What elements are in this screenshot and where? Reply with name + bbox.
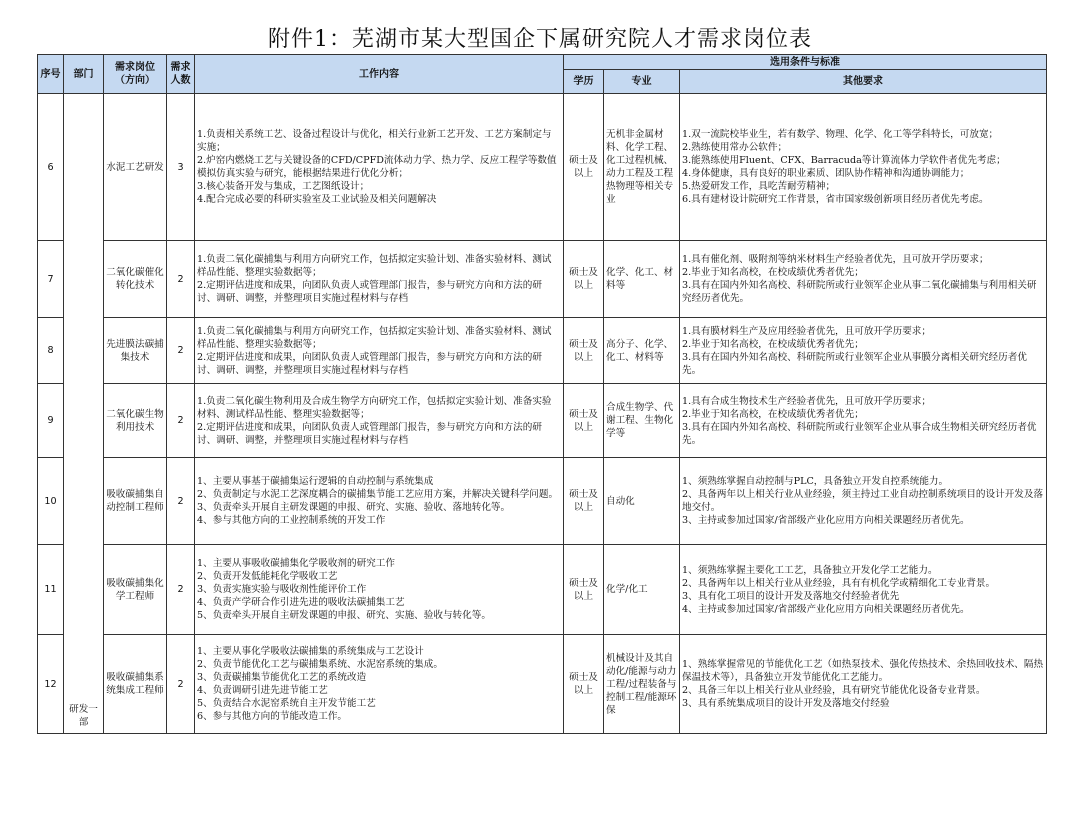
- other-line: 1.具有合成生物技术生产经验者优先，且可放开学历要求；: [682, 395, 931, 407]
- position-cell: 吸收碳捕集化学工程师: [104, 545, 167, 635]
- table-row: [38, 384, 1047, 458]
- major-cell: 高分子、化学、化工、材料等: [604, 318, 680, 384]
- other-line: 1、熟练掌握常见的节能优化工艺（如热泵技术、强化传热技术、余热回收技术、隔热保温技术等），具备独立开发节能优化工艺能力。: [682, 659, 1044, 683]
- work-line: 4、负责调研引进先进节能工艺: [197, 685, 328, 696]
- seq-cell: 8: [38, 318, 64, 384]
- count-cell: 2: [167, 318, 195, 384]
- header-criteria: 选用条件与标准: [564, 55, 1047, 70]
- education-cell: 硕士及以上: [564, 458, 604, 545]
- count-cell: 3: [167, 94, 195, 241]
- other-line: 6.具有建材设计院研究工作背景，省市国家级创新项目经历者优先考虑。: [682, 194, 989, 205]
- work-line: 1.负责二氧化碳捕集与利用方向研究工作，包括拟定实验计划、准备实验材料、测试样品性能、整理实验数据等；: [197, 325, 552, 350]
- other-cell: [680, 384, 1047, 458]
- seq-cell: 10: [38, 458, 64, 545]
- header-major: 专业: [604, 70, 680, 94]
- other-cell: [680, 94, 1047, 241]
- other-line: 1.具有催化剂、吸附剂等纳米材料生产经验者优先，且可放开学历要求；: [682, 254, 989, 265]
- other-line: 4、主持或参加过国家/省部级产业化应用方向相关课题经历者优先。: [682, 603, 970, 615]
- work-cell: [195, 94, 564, 241]
- other-cell: [680, 458, 1047, 545]
- position-cell: 吸收碳捕集系统集成工程师: [104, 635, 167, 734]
- education-cell: 硕士及以上: [564, 384, 604, 458]
- major-cell: 无机非金属材料、化学工程、化工过程机械、动力工程及工程热物理等相关专业: [604, 94, 680, 241]
- table-row: [38, 458, 1047, 545]
- work-line: 1.负责相关系统工艺、设备过程设计与优化，相关行业新工艺开发、工艺方案制定与实施；: [197, 129, 552, 153]
- header-count: 需求人数: [167, 55, 195, 94]
- seq-cell: 7: [38, 241, 64, 318]
- work-line: 3、负责实施实验与吸收剂性能评价工作: [197, 584, 367, 595]
- other-line: 3.具有在国内外知名高校、科研院所或行业领军企业从事二氧化碳捕集与利用相关研究经历者优先。: [682, 280, 1037, 304]
- work-line: 1、主要从事化学吸收法碳捕集的系统集成与工艺设计: [197, 646, 424, 657]
- work-line: 2、负责制定与水泥工艺深度耦合的碳捕集节能工艺应用方案，并解决关键科学问题。: [197, 489, 559, 500]
- job-requirements-table: [37, 54, 1047, 734]
- seq-cell: 12: [38, 635, 64, 734]
- work-cell: [195, 545, 564, 635]
- seq-cell: 6: [38, 94, 64, 241]
- page-title: 附件1：芜湖市某大型国企下属研究院人才需求岗位表: [268, 27, 812, 52]
- work-cell: [195, 635, 564, 734]
- position-cell: 吸收碳捕集自动控制工程师: [104, 458, 167, 545]
- work-cell: [195, 241, 564, 318]
- other-line: 2.毕业于知名高校，在校成绩优秀者优先；: [682, 338, 864, 350]
- header-seq: 序号: [38, 55, 64, 94]
- work-cell: [195, 458, 564, 545]
- work-line: 1、主要从事基于碳捕集运行逻辑的自动控制与系统集成: [197, 476, 434, 487]
- other-line: 3、具有系统集成项目的设计开发及落地交付经验: [682, 698, 890, 709]
- position-cell: 水泥工艺研发: [104, 94, 167, 241]
- count-cell: 2: [167, 635, 195, 734]
- other-line: 1.双一流院校毕业生，若有数学、物理、化学、化工等学科特长，可放宽；: [682, 129, 999, 140]
- education-cell: 硕士及以上: [564, 94, 604, 241]
- other-line: 2.毕业于知名高校，在校成绩优秀者优先；: [682, 408, 864, 420]
- work-line: 4、负责产学研合作引进先进的吸收法碳捕集工艺: [197, 597, 405, 608]
- position-cell: 先进膜法碳捕集技术: [104, 318, 167, 384]
- major-cell: 化学、化工、材料等: [604, 241, 680, 318]
- position-cell: 二氧化碳催化转化技术: [104, 241, 167, 318]
- position-cell: 二氧化碳生物利用技术: [104, 384, 167, 458]
- major-cell: 自动化: [604, 458, 680, 545]
- table-row: [38, 635, 1047, 734]
- count-cell: 2: [167, 458, 195, 545]
- other-line: 3.能熟练使用Fluent、CFX、Barracuda等计算流体力学软件者优先考虑；: [682, 155, 1006, 166]
- work-cell: [195, 318, 564, 384]
- header-position: 需求岗位（方向）: [104, 55, 167, 94]
- education-cell: 硕士及以上: [564, 241, 604, 318]
- work-line: 3、负责牵头开展自主研发课题的申报、研究、实施、验收、落地转化等。: [197, 502, 511, 513]
- header-work: 工作内容: [195, 55, 564, 94]
- table-row: [38, 241, 1047, 318]
- header-dept: 部门: [64, 55, 104, 94]
- other-cell: [680, 545, 1047, 635]
- other-line: 1、须熟练掌握主要化工工艺，具备独立开发化学工艺能力。: [682, 564, 938, 576]
- work-line: 3、负责碳捕集节能优化工艺的系统改造: [197, 672, 367, 683]
- other-line: 2、具备两年以上相关行业从业经验，须主持过工业自动控制系统项目的设计开发及落地交付。: [682, 489, 1044, 513]
- table-row: [38, 318, 1047, 384]
- work-line: 3.核心装备开发与集成，工艺图纸设计；: [197, 181, 370, 192]
- major-cell: 机械设计及其自动化/能源与动力工程/过程装备与控制工程/能源环保: [604, 635, 680, 734]
- work-line: 4、参与其他方向的工业控制系统的开发工作: [197, 515, 386, 526]
- table-row: [38, 94, 1047, 241]
- work-line: 1.负责二氧化碳生物利用及合成生物学方向研究工作，包括拟定实验计划、准备实验材料、测试样品性能、整理实验数据等；: [197, 395, 552, 420]
- education-cell: 硕士及以上: [564, 318, 604, 384]
- work-line: 1.负责二氧化碳捕集与利用方向研究工作，包括拟定实验计划、准备实验材料、测试样品性能、整理实验数据等；: [197, 254, 552, 278]
- table-row: [38, 545, 1047, 635]
- other-line: 3、主持或参加过国家/省部级产业化应用方向相关课题经历者优先。: [682, 515, 970, 526]
- work-line: 2.定期评估进度和成果，向团队负责人或管理部门报告，参与研究方向和方法的研讨、调研、调整，并整理项目实施过程材料与存档: [197, 351, 542, 376]
- seq-cell: 11: [38, 545, 64, 635]
- count-cell: 2: [167, 384, 195, 458]
- work-line: 5、负责牵头开展自主研发课题的申报、研究、实施、验收与转化等。: [197, 610, 491, 621]
- other-line: 3.具有在国内外知名高校、科研院所或行业领军企业从事膜分离相关研究经历者优先。: [682, 351, 1027, 376]
- count-cell: 2: [167, 545, 195, 635]
- major-cell: 合成生物学、代谢工程、生物化学等: [604, 384, 680, 458]
- work-line: 2.炉窑内燃烧工艺与关键设备的CFD/CPFD流体动力学、热力学、反应工程学等数值模拟仿真实验与研究，能根据结果进行优化分析；: [197, 155, 557, 179]
- other-line: 2.毕业于知名高校，在校成绩优秀者优先；: [682, 267, 864, 278]
- other-line: 2.熟练使用常办公软件；: [682, 142, 788, 153]
- work-line: 5、负责结合水泥窑系统自主开发节能工艺: [197, 698, 376, 709]
- education-cell: 硕士及以上: [564, 635, 604, 734]
- header-other: 其他要求: [680, 70, 1047, 94]
- other-line: 3、具有化工项目的设计开发及落地交付经验者优先: [682, 590, 900, 602]
- work-line: 2.定期评估进度和成果，向团队负责人或管理部门报告，参与研究方向和方法的研讨、调研、调整，并整理项目实施过程材料与存档: [197, 280, 542, 304]
- other-line: 2、具备两年以上相关行业从业经验，具有有机化学或精细化工专业背景。: [682, 577, 996, 589]
- count-cell: 2: [167, 241, 195, 318]
- work-line: 2.定期评估进度和成果，向团队负责人或管理部门报告，参与研究方向和方法的研讨、调研、调整，并整理项目实施过程材料与存档: [197, 421, 542, 446]
- other-line: 2、具备三年以上相关行业从业经验，具有研究节能优化设备专业背景。: [682, 685, 986, 696]
- work-line: 4.配合完成必要的科研实验室及工业试验及相关问题解决: [197, 194, 437, 205]
- other-cell: [680, 318, 1047, 384]
- other-line: 5.热爱研发工作，具吃苦耐劳精神；: [682, 181, 836, 192]
- other-line: 1、须熟练掌握自动控制与PLC，具备独立开发自控系统能力。: [682, 476, 949, 487]
- other-cell: [680, 635, 1047, 734]
- other-line: 4.身体健康，具有良好的职业素质、团队协作精神和沟通协调能力；: [682, 168, 970, 179]
- header-education: 学历: [564, 70, 604, 94]
- other-line: 3.具有在国内外知名高校、科研院所或行业领军企业从事合成生物相关研究经历者优先。: [682, 421, 1037, 446]
- work-line: 2、负责开发低能耗化学吸收工艺: [197, 571, 338, 582]
- work-line: 6、参与其他方向的节能改造工作。: [197, 711, 348, 722]
- work-line: 1、主要从事吸收碳捕集化学吸收剂的研究工作: [197, 558, 395, 569]
- work-line: 2、负责节能优化工艺与碳捕集系统、水泥窑系统的集成。: [197, 659, 443, 670]
- seq-cell: 9: [38, 384, 64, 458]
- work-cell: [195, 384, 564, 458]
- major-cell: 化学/化工: [604, 545, 680, 635]
- other-cell: [680, 241, 1047, 318]
- other-line: 1.具有膜材料生产及应用经验者优先，且可放开学历要求；: [682, 325, 931, 337]
- dept-cell: 研发一部: [64, 94, 104, 734]
- education-cell: 硕士及以上: [564, 545, 604, 635]
